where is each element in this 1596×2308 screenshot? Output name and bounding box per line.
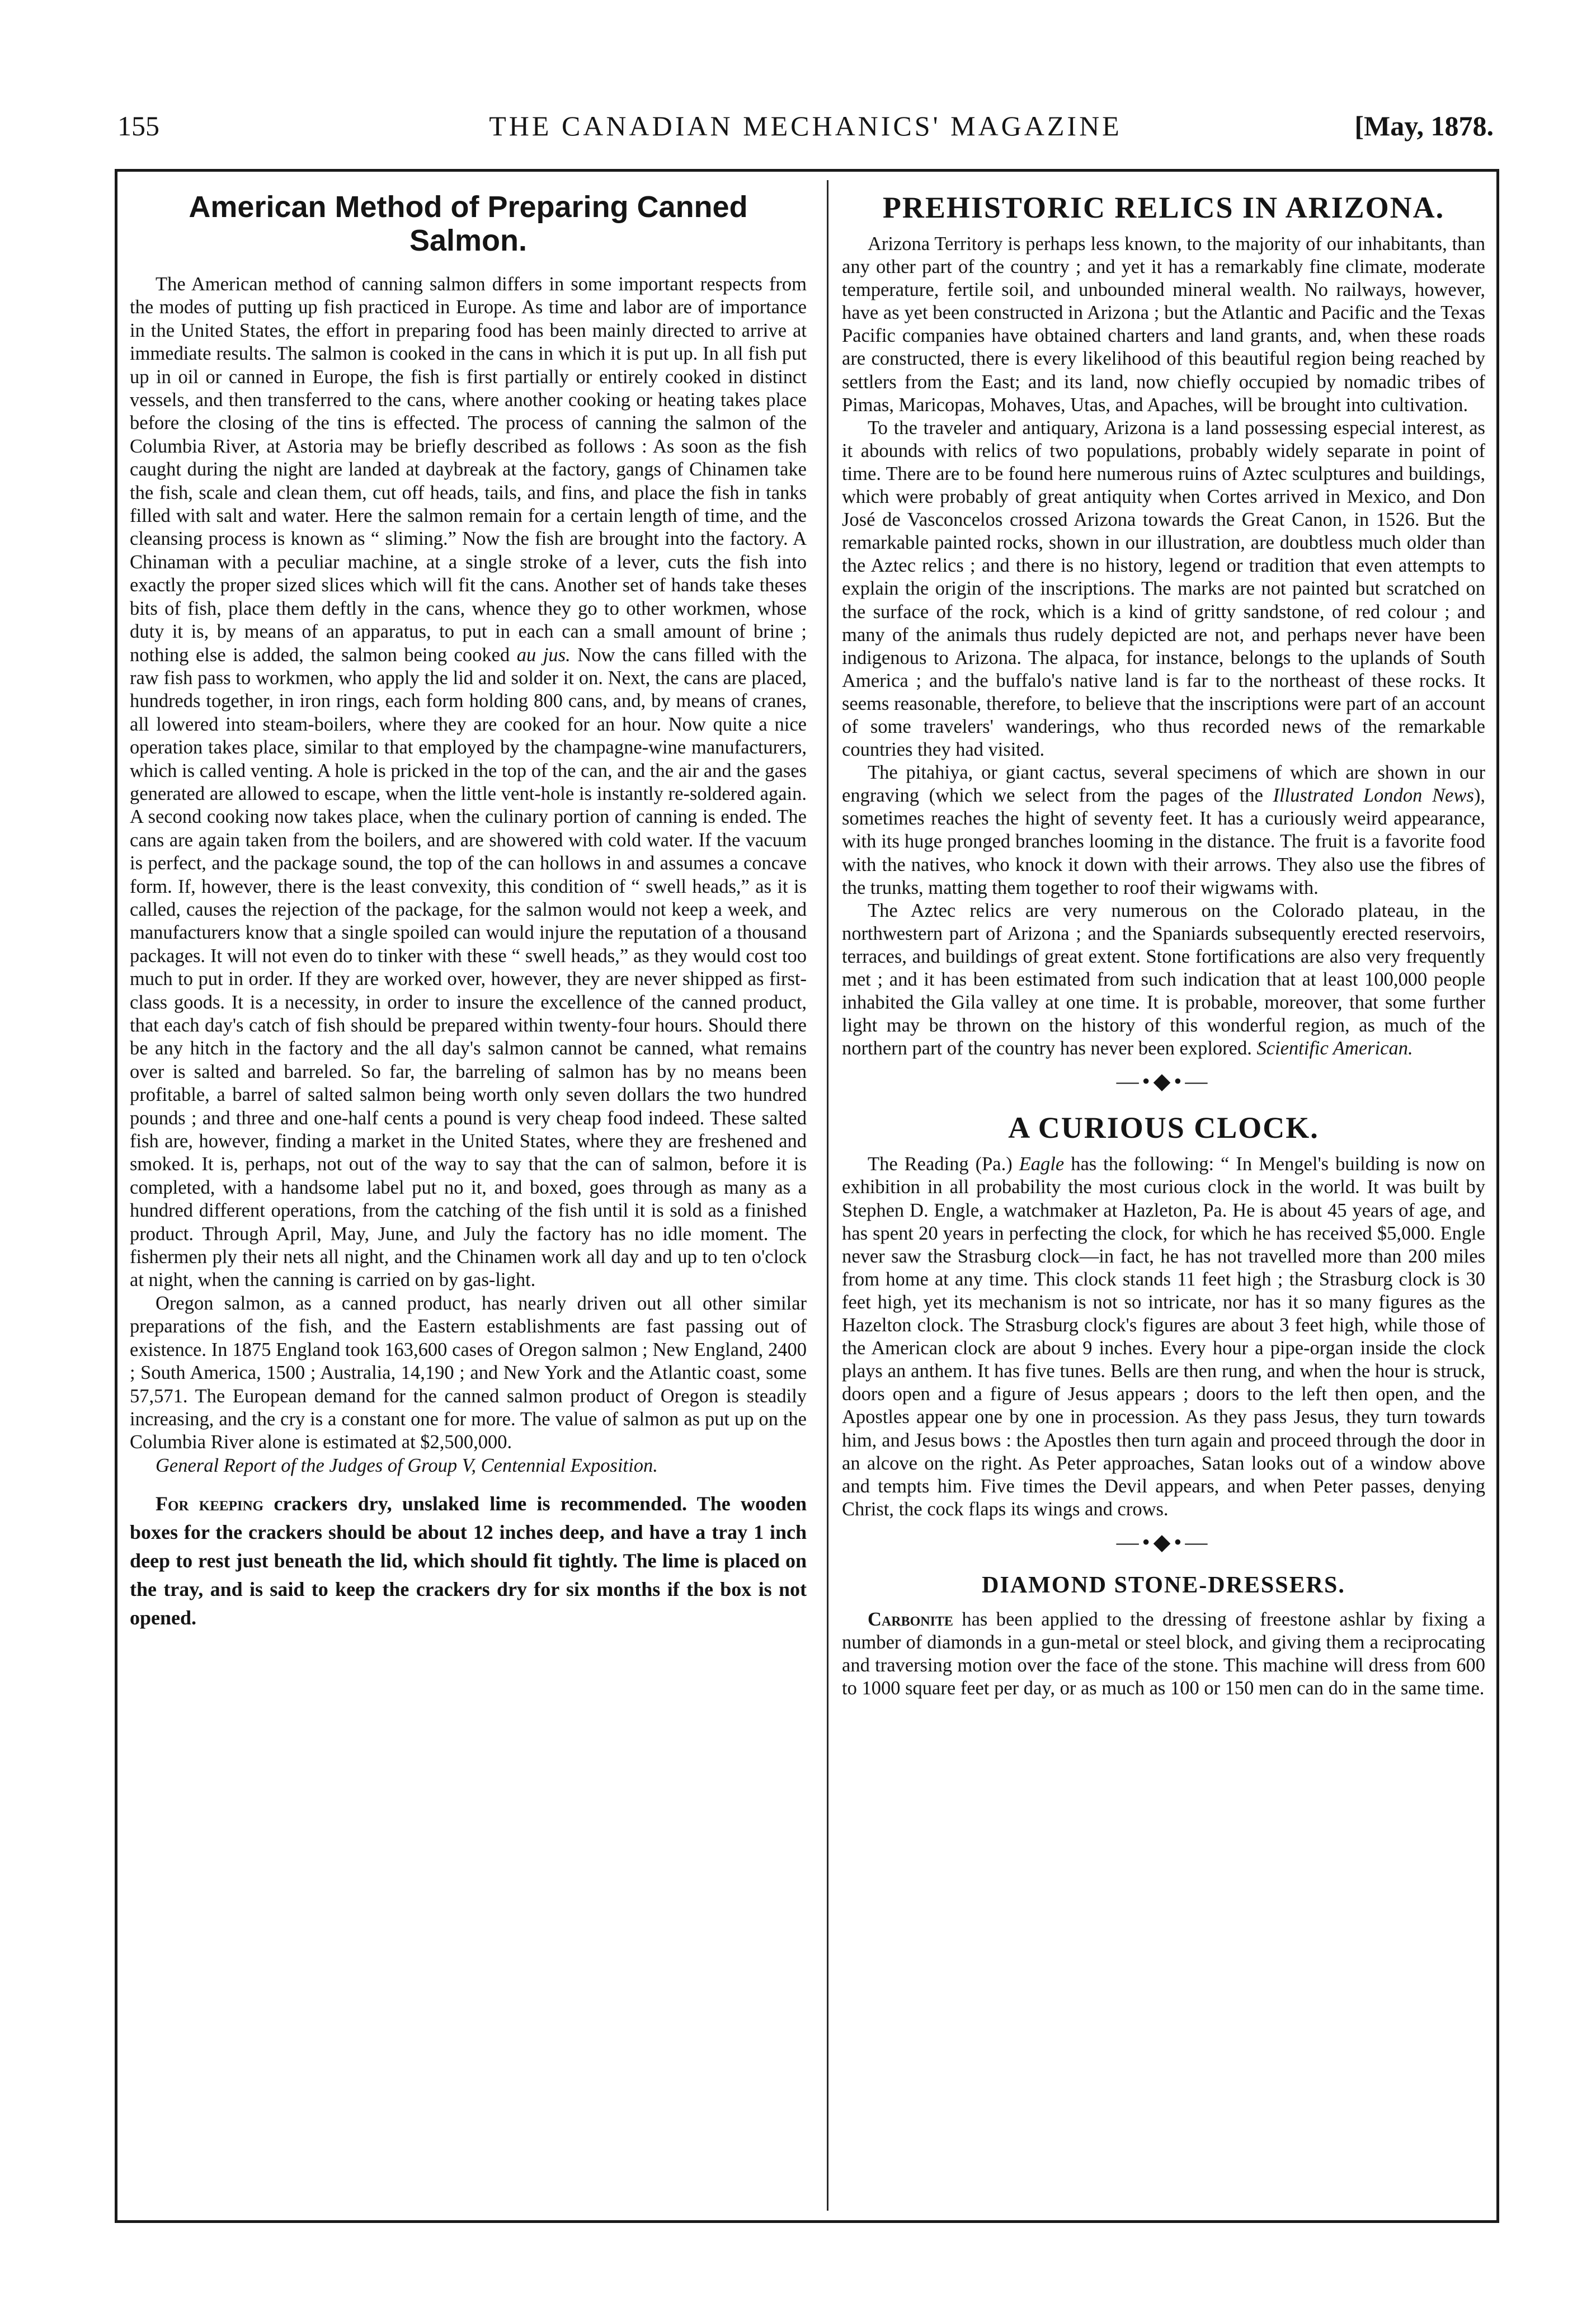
section-ornament: —•◆•— bbox=[1116, 1529, 1211, 1555]
running-head bbox=[117, 110, 1494, 149]
article-title: American Method of Preparing Canned Salmon. bbox=[189, 190, 748, 257]
article-canned-salmon bbox=[130, 190, 807, 1477]
article-paragraph: The American method of canning salmon differs in some important respects from the modes of putting up fish practiced in Europe. As time and labor are of importance in the United States, the effort in preparing food has been mainly directed to arrive at immediate results. The salmon is cooked in the cans in which it is put up. In all fish put up in oil or canned in Europe, the fish is first partially or entirely cooked in distinct vessels, and then transferred to the cans, where another cooking or heating takes place before the closing of the tins is effected. The process of canning the salmon of the Columbia River, at Astoria may be briefly described as follows : As soon as the fish caught during the night are landed at daybreak at the factory, gangs of Chinamen take the fish, scale and clean them, cut off heads, tails, and fins, and place the fish in tanks filled with salt and water. Here the salmon remain for a certain length of time, and the cleansing process is known as “ sliming.” Now the fish are brought into the factory. A Chinaman with a peculiar machine, at a single stroke of a lever, cuts the fish into exactly the proper sized slices which will fit the cans. Another set of hands take theses bits of fish, place them deftly in the cans, whence they go to other workmen, whose duty it is, by means of an apparatus, to put in each can a small amount of brine ; nothing else is added, the salmon being cooked au jus. Now the cans filled with the raw fish pass to workmen, who apply the lid and solder it on. Next, the cans are placed, hundreds together, in iron rings, each form holding 800 cans, and, by means of cranes, all lowered into steam-boilers, where they are cooked for an hour. Now quite a nice operation takes place, similar to that employed by the champagne-wine manufacturers, which is called venting. A hole is pricked in the top of the can, and the air and the gases generated are allowed to escape, when the little vent-hole is instantly re-soldered again. A second cooking now takes place, when the culinary portion of canning is ended. The cans are again taken from the boilers, and are showered with cold water. If the vacuum is perfect, and the package sound, the top of the can hollows in and assumes a concave form. If, however, there is the least convexity, this condition of “ swell heads,” as it is called, causes the rejection of the package, for the salmon would not keep a week, and manufacturers know that a single spoiled can would injure the reputation of a thousand packages. It will not even do to tinker with these “ swell heads,” as they would cost too much to put in order. If they are worked over, however, they are never shipped as first-class goods. It is a necessity, in order to insure the excellence of the canned product, that each day's catch of fish should be prepared within twenty-four hours. Should there be any hitch in the factory and the all day's salmon cannot be canned, what remains over is salted and barreled. So far, the barreling of salmon has by no means been profitable, a barrel of salted salmon being worth only seven dollars the two hundred pounds ; and three and one-half cents a pound is very cheap food indeed. These salted fish are, however, finding a market in the United States, where they are freshened and smoked. It is, perhaps, not out of the way to say that the can of salmon, before it is completed, with a handsome label put no it, and boxed, goes through as many as a hundred different operations, from the catching of the fish until it is sold as a finished product. Through April, May, June, and July the factory has no idle moment. The fishermen ply their nets all night, and the Chinamen work all day and up to ten o'clock at night, when the canning is carried on by gas-light. bbox=[130, 274, 807, 1291]
column-divider bbox=[827, 180, 828, 2211]
article-curious-clock bbox=[842, 1110, 1485, 1521]
article-paragraph: The pitahiya, or giant cactus, several specimens of which are shown in our engraving (which we select from the pages of the Illustrated London News), sometimes reaches the hight of seventy feet. It has a curiously weird appearance, with its huge pronged branches looming in the distance. The fruit is a favorite food with the natives, who knock it down with their arrows. They also use the fibres of the trunks, matting them together to roof their wigwams with. bbox=[842, 762, 1486, 898]
article-paragraph: Oregon salmon, as a canned product, has nearly driven out all other similar preparations of the fish, and the Eastern establishments are fast passing out of existence. In 1875 England took 163,600 cases of Oregon salmon ; New England, 2400 ; South America, 1500 ; Australia, 14,190 ; and New York and the Atlantic coast, some 57,571. The European demand for the canned salmon product of Oregon is steadily increasing, and the cry is a constant one for more. The value of salmon as put up on the Columbia River alone is estimated at $2,500,000. bbox=[130, 1292, 807, 1453]
article-paragraph: To the traveler and antiquary, Arizona is a land possessing especial interest, as it abounds with relics of two populations, probably widely separate in point of time. There are to be found here numerous ruins of Aztec sculptures and buildings, which were probably of great antiquity when Cortes arrived in Mexico, and Don José de Vasconcelos crossed Arizona towards the Great Canon, in 1526. But the remarkable painted rocks, shown in our illustration, are doubtless much older than the Aztec relics ; and there is no history, legend or tradition that even attempts to explain the origin of the inscriptions. The marks are not painted but scratched on the surface of the rock, which is a kind of gritty sandstone, of red colour ; and many of the animals thus rudely depicted are not, and perhaps never have been indigenous to Arizona. The alpaca, for instance, belongs to the uplands of South America ; and the buffalo's native land is far to the northeast of these rocks. It seems reasonable, therefore, to believe that the inscriptions were part of an account of some travelers' wanderings, who thus recorded news of the remarkable countries they had visited. bbox=[842, 417, 1485, 761]
magazine-title: THE CANADIAN MECHANICS' MAGAZINE bbox=[489, 110, 1122, 142]
article-paragraph: Arizona Territory is perhaps less known, to the majority of our inhabitants, than any other part of the country ; and yet it has a remarkably fine climate, moderate temperature, fertile soil, and unbounded mineral wealth. No railways, however, have as yet been constructed in Arizona ; but the Atlantic and Pacific and the Texas Pacific companies have obtained charters and land grants, and, when these roads are constructed, there is every likelihood of this beautiful region being reached by settlers from the East; and its land, now chiefly occupied by nomadic tribes of Pimas, Maricopas, Mohaves, Utas, and Apaches, will be brought into cultivation. bbox=[842, 233, 1485, 416]
right-column bbox=[842, 190, 1485, 1700]
article-paragraph: The Aztec relics are very numerous on the Colorado plateau, in the northwestern part of Arizona ; and the Spaniards subsequently erected reservoirs, terraces, and buildings of great extent. Stone fortifications are also very frequently met ; and it has been estimated from such indication that at least 100,000 people inhabited the Gila valley at one time. It is probable, moreover, that some further light may be thrown on the history of this wonderful region, as much of the northern part of the country has never been explored. Scientific American. bbox=[842, 899, 1485, 1059]
article-paragraph: Carbonite has been applied to the dressing of freestone ashlar by fixing a number of diamonds in a gun-metal or steel block, and giving them a reciprocating and traversing motion over the face of the stone. This machine will dress from 600 to 1000 square feet per day, or as much as 100 or 150 men can do in the same time. bbox=[842, 1608, 1485, 1699]
article-source: Scientific American. bbox=[1256, 1038, 1413, 1059]
page-number: 155 bbox=[117, 110, 159, 142]
article-title: A CURIOUS CLOCK. bbox=[1008, 1111, 1319, 1145]
issue-date: [May, 1878. bbox=[1354, 110, 1494, 142]
article-diamond-stone-dressers bbox=[842, 1571, 1485, 1700]
article-source: General Report of the Judges of Group V, Centennial Exposition. bbox=[156, 1454, 658, 1476]
article-paragraph: The Reading (Pa.) Eagle has the following: “ In Mengel's building is now on exhibition in all probability the most curious clock in the world. It was built by Stephen D. Engle, a watchmaker at Hazleton, Pa. He is about 45 years of age, and has spent 20 years in perfecting the clock, for which he has received $5,000. Engle never saw the Strasburg clock—in fact, he has not travelled more than 200 miles from home at any time. This clock stands 11 feet high ; the Strasburg clock is 30 feet high, yet its mechanism is not so intricate, nor has it so many figures as the Hazelton clock. The Strasburg clock's figures are about 3 feet high, while those of the American clock are about 9 inches. Every hour a pipe-organ inside the clock plays an anthem. It has five tunes. Bells are then rung, and when the hour is struck, doors open and a figure of Jesus appears ; doors to the left then open, and the Apostles appear one by one in procession. As they pass Jesus, they turn towards him, and Jesus bows : the Apostles then turn again and proceed through the door in an alcove on the right. As Peter approaches, Satan looks out of a window above and tempts him. Five times the Devil appears, and when Peter passes, denying Christ, the cock flaps its wings and crows. bbox=[842, 1153, 1486, 1520]
article-title: DIAMOND STONE-DRESSERS. bbox=[982, 1572, 1345, 1598]
article-title: PREHISTORIC RELICS IN ARIZONA. bbox=[882, 191, 1445, 224]
cracker-note: For keeping crackers dry, unslaked lime is recommended. The wooden boxes for the crackers should be about 12 inches deep, and have a tray 1 inch deep to rest just beneath the lid, which should fit tightly. The lime is placed on the tray, and is said to keep the crackers dry for six months if the box is not opened. bbox=[130, 1492, 807, 1629]
section-ornament: —•◆•— bbox=[1116, 1068, 1211, 1094]
article-prehistoric-relics bbox=[842, 190, 1485, 1060]
left-column bbox=[130, 190, 807, 1632]
